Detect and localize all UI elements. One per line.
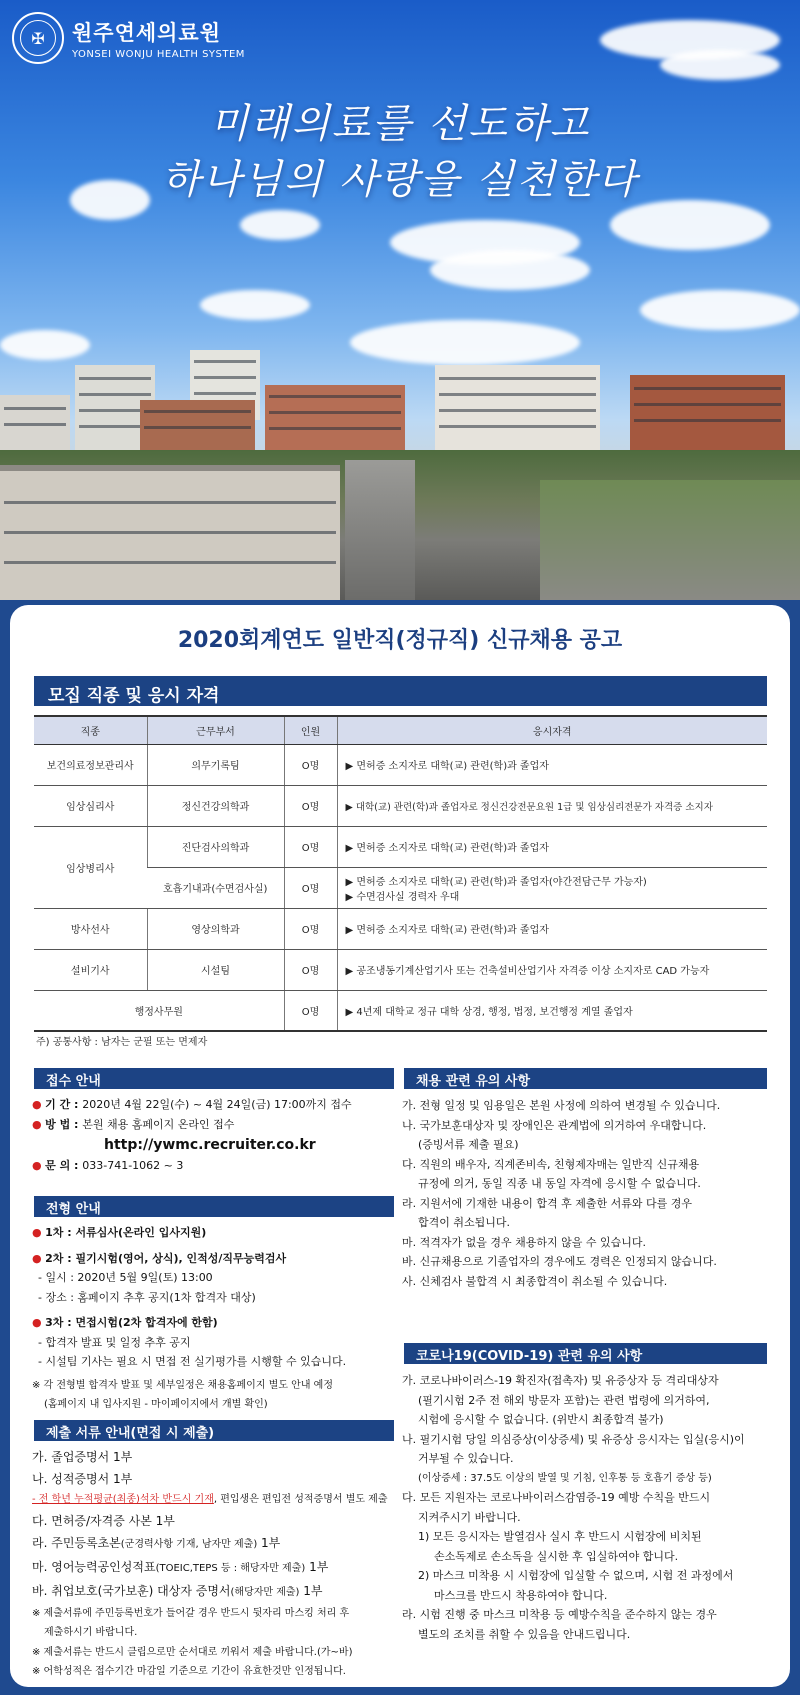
job-cell: 임상병리사 — [34, 826, 147, 908]
count-cell: O명 — [284, 744, 337, 785]
page-title: 2020회계연도 일반직(정규직) 신규채용 공고 — [177, 628, 623, 653]
common-requirement-note: 주) 공통사항 : 남자는 군필 또는 면제자 — [36, 1037, 208, 1048]
doc-note: , 편입생은 편입전 성적증명서 별도 제출 — [213, 1494, 388, 1505]
covid-line: 2) 마스크 미착용 시 시험장에 입실할 수 없으며, 시험 전 과정에서 — [418, 1569, 734, 1582]
notice-section-heading: 채용 관련 유의 사항 — [404, 1068, 767, 1089]
covid-line: 별도의 조치를 취할 수 있음을 안내드립니다. — [418, 1627, 631, 1641]
docs-note: ※ 제출서류에 주민등록번호가 들어갈 경우 반드시 뒷자리 마스킹 처리 후 — [32, 1607, 350, 1619]
covid-line: 다. 모든 지원자는 코로나바이러스감염증-19 예방 수칙을 반드시 — [402, 1491, 711, 1504]
count-cell: O명 — [284, 826, 337, 867]
method-value: 본원 채용 홈페이지 온라인 접수 — [82, 1117, 235, 1131]
notice-line: 규정에 의거, 동일 직종 내 동일 자격에 응시할 수 없습니다. — [418, 1177, 701, 1190]
qual-cell: ▶ 면허증 소지자로 대학(교) 관련(학)과 졸업자 — [337, 826, 767, 867]
covid-line: 가. 코로나바이러스-19 확진자(접촉자) 및 유증상자 등 격리대상자 — [402, 1374, 719, 1387]
process-note: ※ 각 전형별 합격자 발표 및 세부일정은 채용홈페이지 별도 안내 예정 — [32, 1379, 333, 1391]
bullet-icon: ● — [32, 1117, 42, 1131]
count-cell: O명 — [284, 867, 337, 908]
hero-banner — [0, 0, 800, 600]
covid-line: 나. 필기시험 당일 의심증상(이상증세) 및 유증상 응시자는 입실(응시)이 — [402, 1432, 745, 1446]
qual-cell: ▶ 면허증 소지자로 대학(교) 관련(학)과 졸업자 — [337, 744, 767, 785]
covid-line: 라. 시험 진행 중 마스크 미착용 등 예방수칙을 준수하지 않는 경우 — [402, 1608, 717, 1621]
dept-cell: 의무기록팀 — [147, 744, 284, 785]
bullet-icon: ● — [32, 1316, 42, 1329]
doc-item-detail: (TOEIC,TEPS 등 : 해당자만 제출) — [155, 1562, 306, 1574]
count-cell: O명 — [284, 990, 337, 1031]
bullet-icon: ● — [32, 1098, 42, 1111]
doc-item-detail: (군경력사항 기재, 남자만 제출) — [120, 1538, 258, 1550]
qual-cell: ▶ 면허증 소지자로 대학(교) 관련(학)과 졸업자 — [337, 908, 767, 949]
stage3-detail: - 합격자 발표 및 일정 추후 공지 — [38, 1335, 191, 1349]
process-note: (홈페이지 내 입사지원 - 마이페이지에서 개별 확인) — [44, 1399, 268, 1410]
qual-cell: ▶ 공조냉동기계산업기사 또는 건축설비산업기사 자격증 이상 소지자로 CAD 가능자 — [337, 949, 767, 990]
doc-item: 바. 취업보호(국가보훈) 대상자 증명서 — [32, 1583, 231, 1598]
notice-line: 다. 직원의 배우자, 직계존비속, 친형제자매는 일반직 신규채용 — [402, 1157, 700, 1171]
job-cell: 설비기사 — [34, 949, 147, 990]
contact-label: 문 의 : — [45, 1159, 83, 1172]
column-header: 근무부서 — [147, 716, 284, 744]
notice-line: 라. 지원서에 기재한 내용이 합격 후 제출한 서류와 다를 경우 — [402, 1196, 692, 1210]
period-value: 2020년 4월 22일(수) ~ 4월 24일(금) 17:00까지 접수 — [82, 1098, 352, 1111]
yonsei-seal-icon: ✠ — [12, 12, 64, 64]
method-label: 방 법 : — [45, 1117, 83, 1131]
notice-line: 바. 신규채용으로 기졸업자의 경우에도 경력은 인정되지 않습니다. — [402, 1255, 717, 1268]
job-cell: 방사선사 — [34, 908, 147, 949]
covid-line: 마스크를 반드시 착용하여야 합니다. — [434, 1588, 608, 1602]
recruit-section-heading: 모집 직종 및 응시 자격 — [34, 676, 767, 706]
table-row — [34, 826, 767, 867]
doc-note-emphasis: - 전 학년 누적평균(최종)석차 반드시 기재 — [32, 1494, 214, 1505]
dept-cell: 진단검사의학과 — [147, 826, 284, 867]
docs-note: ※ 어학성적은 접수기간 마감일 기준으로 기간이 유효한것만 인정됩니다. — [32, 1666, 346, 1677]
covid-line: 지켜주시기 바랍니다. — [418, 1510, 521, 1524]
doc-item: 가. 졸업증명서 1부 — [32, 1450, 133, 1464]
notice-paper — [10, 605, 790, 1687]
doc-item: 나. 성적증명서 1부 — [32, 1472, 133, 1486]
covid-info — [402, 1371, 782, 1644]
covid-line: 1) 모든 응시자는 발열검사 실시 후 반드시 시험장에 비치된 — [418, 1530, 702, 1543]
column-header: 응시자격 — [337, 716, 767, 744]
qual-cell: ▶ 대학(교) 관련(학)과 졸업자로 정신건강전문요원 1급 및 임상심리전문가 자격증 소지자 — [337, 785, 767, 826]
notice-line: 나. 국가보훈대상자 및 장애인은 관계법에 의거하여 우대합니다. — [402, 1118, 707, 1132]
covid-section-heading: 코로나19(COVID-19) 관련 유의 사항 — [404, 1343, 767, 1364]
covid-line: 시험에 응시할 수 없습니다. (위반시 최종합격 불가) — [418, 1413, 664, 1426]
doc-item-count: 1부 — [305, 1559, 329, 1574]
qual-cell: ▶ 4년제 대학교 정규 대학 상경, 행정, 법정, 보건행정 계열 졸업자 — [337, 990, 767, 1031]
stage1-value: 서류심사(온라인 입사지원) — [75, 1226, 207, 1239]
stage1-label: 1차 : — [45, 1226, 76, 1239]
period-label: 기 간 : — [45, 1098, 83, 1111]
table-row — [34, 785, 767, 826]
doc-item: 라. 주민등록초본 — [32, 1535, 121, 1550]
qual-line: ▶ 수면검사실 경력자 우대 — [345, 891, 460, 903]
stage3-label: 3차 : — [45, 1316, 76, 1329]
stage3-detail: - 시설팀 기사는 필요 시 면접 전 실기평가를 시행할 수 있습니다. — [38, 1355, 347, 1368]
contact-value: 033-741-1062 ~ 3 — [82, 1159, 184, 1172]
column-header: 인원 — [284, 716, 337, 744]
docs-section-heading: 제출 서류 안내(면접 시 제출) — [34, 1420, 394, 1441]
table-row — [34, 908, 767, 949]
recruit-url-link[interactable]: http://ywmc.recruiter.co.kr — [104, 1137, 316, 1153]
table-row — [34, 990, 767, 1031]
covid-line: 손소독제로 손소독을 실시한 후 입실하여야 합니다. — [434, 1549, 679, 1563]
stage2-value: 필기시험(영어, 상식), 인적성/직무능력검사 — [75, 1251, 287, 1265]
dept-cell: 영상의학과 — [147, 908, 284, 949]
job-cell: 보건의료정보관리사 — [34, 744, 147, 785]
notice-line: 사. 신체검사 불합격 시 최종합격이 취소될 수 있습니다. — [402, 1274, 668, 1288]
doc-item-detail: (해당자만 제출) — [230, 1586, 300, 1598]
process-info — [32, 1223, 404, 1415]
count-cell: O명 — [284, 949, 337, 990]
bullet-icon: ● — [32, 1251, 42, 1265]
docs-note: 제출하시기 바랍니다. — [44, 1627, 138, 1638]
bullet-icon: ● — [32, 1226, 42, 1239]
table-row — [34, 744, 767, 785]
docs-info — [32, 1446, 404, 1682]
column-header: 직종 — [34, 716, 147, 744]
stage2-place: - 장소 : 홈페이지 추후 공지(1차 합격자 대상) — [38, 1290, 256, 1304]
dept-cell: 정신건강의학과 — [147, 785, 284, 826]
notice-line: (증빙서류 제출 필요) — [418, 1138, 519, 1151]
logo-subtitle: YONSEI WONJU HEALTH SYSTEM — [72, 48, 245, 60]
covid-line: 거부될 수 있습니다. — [418, 1452, 514, 1465]
count-cell: O명 — [284, 908, 337, 949]
recruit-table — [34, 715, 767, 1032]
apply-info — [32, 1095, 402, 1176]
slogan-line-1: 미래의료를 선도하고 — [209, 101, 591, 147]
stage2-date: - 일시 : 2020년 5월 9일(토) 13:00 — [38, 1271, 213, 1284]
doc-item: 다. 면허증/자격증 사본 1부 — [32, 1513, 175, 1528]
bullet-icon: ● — [32, 1159, 42, 1172]
qual-cell — [337, 867, 767, 908]
logo-name: 원주연세의료원 — [72, 20, 222, 45]
docs-note: ※ 제출서류는 반드시 클립으로만 순서대로 끼워서 제출 바랍니다.(가~바) — [32, 1646, 353, 1658]
table-header-row — [34, 716, 767, 744]
notice-line: 가. 전형 일정 및 임용일은 본원 사정에 의하여 변경될 수 있습니다. — [402, 1099, 721, 1112]
job-cell: 임상심리사 — [34, 785, 147, 826]
table-row — [34, 949, 767, 990]
notice-info — [402, 1096, 782, 1291]
process-section-heading: 전형 안내 — [34, 1196, 394, 1217]
stage2-label: 2차 : — [45, 1251, 76, 1265]
doc-item: 마. 영어능력공인성적표 — [32, 1559, 156, 1574]
notice-line: 마. 적격자가 없을 경우 채용하지 않을 수 있습니다. — [402, 1235, 646, 1249]
notice-line: 합격이 취소됩니다. — [418, 1216, 511, 1229]
job-cell: 행정사무원 — [34, 990, 284, 1031]
dept-cell: 시설팀 — [147, 949, 284, 990]
doc-item-count: 1부 — [257, 1535, 281, 1550]
logo — [12, 12, 245, 64]
dept-cell: 호흡기내과(수면검사실) — [147, 867, 284, 908]
covid-line: (이상증세 : 37.5도 이상의 발열 및 기침, 인후통 등 호흡기 증상 등) — [418, 1472, 712, 1484]
slogan-line-2: 하나님의 사랑을 실천한다 — [161, 157, 639, 203]
doc-item-count: 1부 — [299, 1583, 323, 1598]
covid-line: (필기시험 2주 전 해외 방문자 포함)는 관련 법령에 의거하여, — [418, 1393, 710, 1407]
apply-section-heading: 접수 안내 — [34, 1068, 394, 1089]
stage3-value: 면접시험(2차 합격자에 한함) — [75, 1316, 218, 1329]
count-cell: O명 — [284, 785, 337, 826]
qual-line: ▶ 면허증 소지자로 대학(교) 관련(학)과 졸업자(야간전담근무 가능자) — [345, 876, 647, 888]
